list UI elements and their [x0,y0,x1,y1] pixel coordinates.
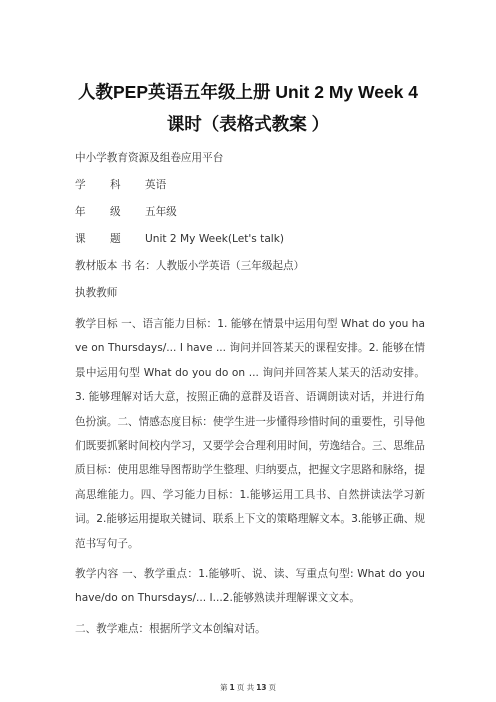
document-title [40,76,456,140]
difficulty-paragraph: 二、教学难点：根据所学文本创编对话。 [75,622,266,635]
title-line-2: 课时（表格式教案 ） [166,114,330,134]
document-body [75,150,425,647]
footer-prefix: 第 [219,683,228,692]
subject-row [75,177,425,193]
footer-page-number: 1 [229,683,235,692]
content-paragraph: 教学内容 一、教学重点：1.能够听、说、读、写重点句型: What do you have/do on Thursdays/... I...2.能够熟读并理解课文文本。 [75,568,425,605]
topic-key-1: 课 [75,233,86,245]
topic-row [75,231,425,247]
grade-value: 五年级 [145,206,177,218]
grade-key-2: 级 [110,206,121,218]
footer-middle: 页 共 [236,683,255,692]
edition-label: 教材版本 书 名： [75,260,156,272]
edition-value: 人教版小学英语（三年级起点） [155,260,305,272]
topic-value: Unit 2 My Week(Let's talk) [145,233,285,245]
subject-key-2: 科 [110,179,121,191]
platform-line: 中小学教育资源及组卷应用平台 [75,152,224,164]
edition-row [75,258,425,274]
objectives-paragraph: 教学目标 一、语言能力目标：1. 能够在情景中运用句型 What do you have on Thursdays/... I have ... 询问并回答某天的课程安排。2. 能够在情景中运用句型 What do you do on ... 询问并回答某人某天的活动安排。3. 能够理解对话大意，按照正确的意群及语音、语调朗读对话，并进行角色扮演。二、情感态度目标：使学生进一步懂得珍惜时间的重要性，引导他们既要抓紧时间校内学习，又要学会合理利用时间，劳逸结合。三、思维品质目标：使用思维导图帮助学生整理、归纳要点，把握文字思路和脉络，提高思维能力。四、学习能力目标：1.能够运用工具书、自然拼读法学习新词。2.能够运用提取关键词、联系上下文的策略理解文本。3.能够正确、规范书写句子。 [75,318,425,550]
subject-key-1: 学 [75,179,86,191]
page-footer [0,682,496,693]
grade-key-1: 年 [75,206,86,218]
footer-total-pages: 13 [256,683,267,692]
grade-row [75,204,425,220]
topic-key-2: 题 [110,233,121,245]
title-line-1: 人教PEP英语五年级上册 Unit 2 My Week 4 [77,82,419,102]
teacher-row: 执教教师 [75,287,118,299]
footer-suffix: 页 [268,683,277,692]
subject-value: 英语 [145,179,167,191]
